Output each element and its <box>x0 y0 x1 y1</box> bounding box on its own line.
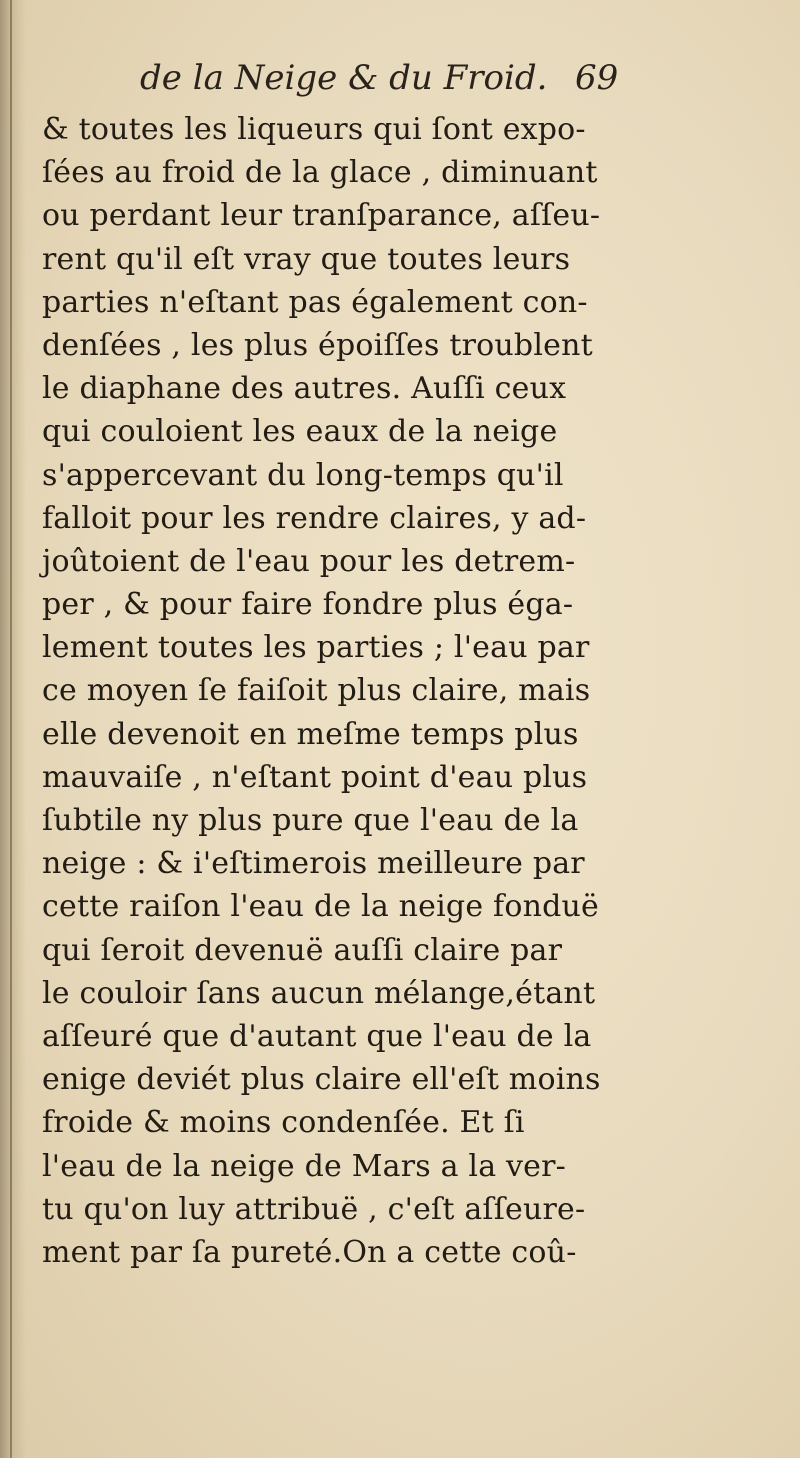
text-line: qui couloient les eaux de la neige <box>42 414 558 450</box>
text-line: per , & pour faire fondre plus éga- <box>42 587 574 623</box>
text-line: & toutes les liqueurs qui ſont expo- <box>42 112 586 147</box>
text-line: falloit pour les rendre claires, y ad- <box>42 500 587 536</box>
text-line: ou perdant leur tranſparance, aſſeu- <box>42 198 601 234</box>
text-line: joûtoient de l'eau pour les detrem- <box>42 543 576 579</box>
text-line: denſées , les plus époiſſes troublent <box>42 327 593 363</box>
binding-edge <box>10 0 12 1458</box>
text-line: s'appercevant du long-temps qu'il <box>42 457 564 493</box>
text-line: cette raiſon l'eau de la neige fonduë <box>42 889 599 925</box>
text-line: elle devenoit en meſme temps plus <box>42 716 579 752</box>
text-line: ment par ſa pureté.On a cette coû- <box>42 1234 577 1270</box>
text-line: l'eau de la neige de Mars a la ver- <box>42 1148 567 1184</box>
running-title: de la Neige & du Froid. <box>140 58 548 98</box>
text-line: neige : & i'eſtimerois meilleure par <box>42 846 585 882</box>
text-line: aſſeuré que d'autant que l'eau de la <box>42 1018 592 1054</box>
text-line: le couloir ſans aucun mélange,étant <box>42 975 596 1011</box>
text-line: le diaphane des autres. Auſſi ceux <box>42 371 567 407</box>
text-line: froide & moins condenſée. Et ſi <box>42 1105 525 1141</box>
text-line: tu qu'on luy attribuë , c'eſt aſſeure- <box>42 1191 586 1227</box>
page-number: 69 <box>575 58 619 98</box>
text-line: rent qu'il eſt vray que toutes leurs <box>42 241 571 277</box>
text-line: lement toutes les parties ; l'eau par <box>42 630 590 666</box>
body-text <box>42 108 642 1274</box>
text-line: ce moyen ſe faiſoit plus claire, mais <box>42 673 591 709</box>
text-line: qui ſeroit devenuë auſſi claire par <box>42 932 563 968</box>
text-line: ſées au froid de la glace , diminuant <box>42 155 598 191</box>
text-line: ſubtile ny plus pure que l'eau de la <box>42 803 579 838</box>
page-gutter-shadow <box>0 0 26 1458</box>
text-line: mauvaiſe , n'eſtant point d'eau plus <box>42 759 588 795</box>
text-line: parties n'eſtant pas également con- <box>42 284 588 320</box>
text-line: enige deviét plus claire ell'eſt moins <box>42 1062 601 1098</box>
